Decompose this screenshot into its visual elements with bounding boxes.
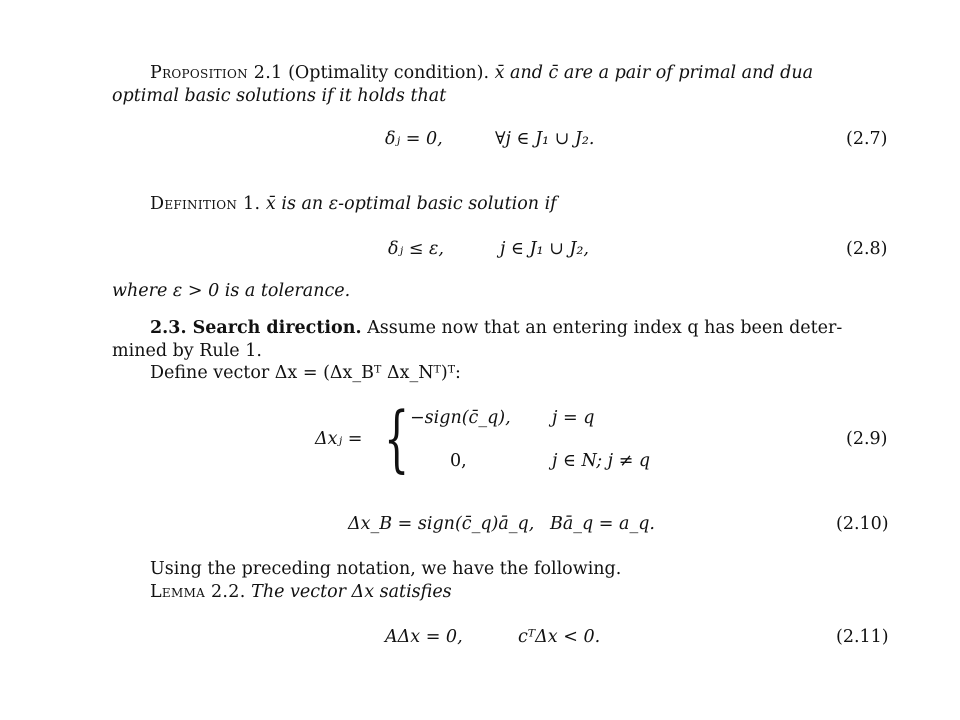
using-notation-line: Using the preceding notation, we have the following. — [150, 559, 622, 579]
eq-2-8-cond: j ∈ J₁ ∪ J₂, — [500, 239, 589, 259]
eq-2-11-rhs: cᵀΔx < 0. — [518, 627, 601, 647]
proposition-line-1 — [150, 62, 813, 84]
eq-2-9-number: (2.9) — [846, 429, 888, 449]
section-text-2: mined by Rule 1. — [112, 341, 262, 361]
proposition-label: Proposition 2.1 — [150, 63, 283, 83]
eq-2-9-case1-value: −sign(c̄_q), — [410, 408, 511, 428]
eq-2-9-brace: { — [384, 396, 410, 480]
definition-line — [150, 193, 557, 215]
section-text-1: Assume now that an entering index q has been deter- — [367, 318, 843, 338]
define-vector-line: Define vector Δx = (Δx_Bᵀ Δx_Nᵀ)ᵀ: — [150, 363, 461, 383]
lemma-text: The vector Δx satisfies — [251, 582, 452, 602]
lemma-line — [150, 581, 452, 603]
eq-2-11-lhs: AΔx = 0, — [385, 627, 463, 647]
eq-2-10-number: (2.10) — [836, 514, 889, 534]
eq-2-10-rhs: Bā_q = a_q. — [550, 514, 655, 534]
definition-text: x̄ is an ε-optimal basic solution if — [265, 194, 557, 214]
eq-2-7-lhs: δⱼ = 0, — [385, 129, 443, 149]
section-line-1 — [150, 317, 842, 339]
eq-2-9-lhs: Δxⱼ = — [315, 429, 363, 449]
eq-2-8-lhs: δⱼ ≤ ε, — [388, 239, 444, 259]
eq-2-9-case2-cond: j ∈ N; j ≠ q — [552, 451, 651, 471]
eq-2-10-lhs: Δx_B = sign(c̄_q)ā_q, — [348, 514, 535, 534]
eq-2-9-case1-cond: j = q — [552, 408, 595, 428]
eq-2-8-number: (2.8) — [846, 239, 888, 259]
eq-2-9-case2-value: 0, — [450, 451, 467, 471]
proposition-text-2: optimal basic solutions if it holds that — [112, 86, 447, 106]
section-heading: 2.3. Search direction. — [150, 318, 362, 338]
proposition-text-1: x̄ and c̄ are a pair of primal and dua — [494, 63, 814, 83]
lemma-label: Lemma 2.2. — [150, 582, 246, 602]
eq-2-7-number: (2.7) — [846, 129, 888, 149]
eq-2-11-number: (2.11) — [836, 627, 889, 647]
definition-label: Definition 1. — [150, 194, 261, 214]
tolerance-line: where ε > 0 is a tolerance. — [112, 281, 351, 301]
eq-2-7-cond: ∀j ∈ J₁ ∪ J₂. — [495, 129, 595, 149]
proposition-title: (Optimality condition). — [288, 63, 490, 83]
